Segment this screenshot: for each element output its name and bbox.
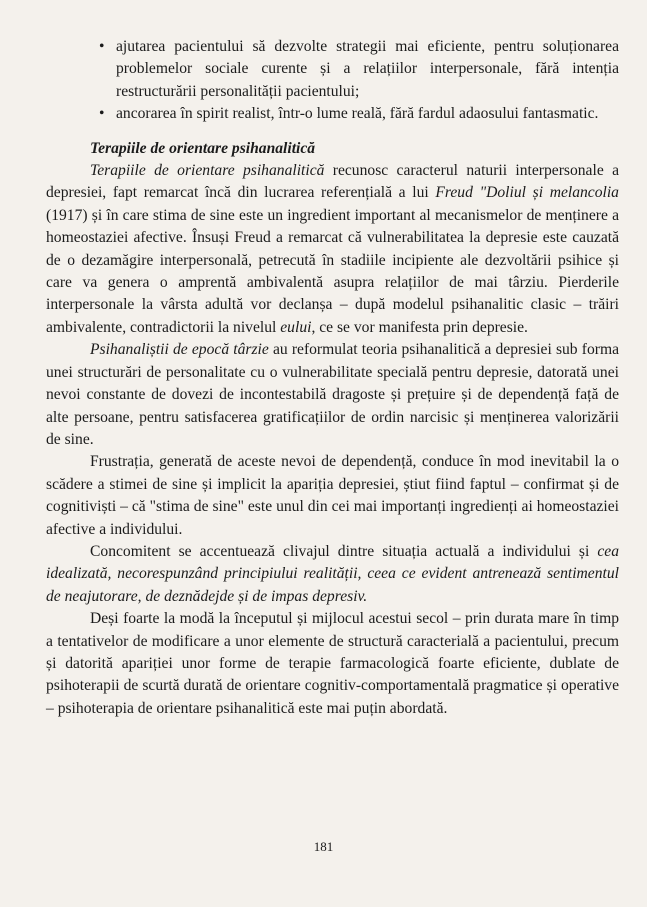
paragraph-text: recunosc caracterul naturii interpersonale a depresiei, fapt remarcat încă din lucrarea referențială a lui [46,162,620,202]
paragraph-1 [46,160,619,339]
work-title: Freud "Doliul și melancolia [435,184,619,202]
bullet-dot-icon: • [99,105,105,123]
bullet-text: ajutarea pacientului să dezvolte strategii mai eficiente, pentru soluționarea problemelor sociale curente și a relațiilor interpersonale, fără intenția restructurării personalității pacientului; [116,38,619,100]
paragraph-2 [46,339,619,451]
paragraph-text: (1917) și în care stima de sine este un ingredient important al mecanismelor de menținere a homeostaziei afective. Însuși Freud a remarcat că vulnerabilitatea la depresie este cauzată de o dezamăgire interpersonală, petrecută în stadiile incipiente ale dezvoltării psihice și care va genera o amprentă ambivalentă asupra relațiilor de mai târziu. Pierderile interpersonale la vârsta adultă vor declanșa – după modelul psihanalitic clasic – trăiri ambivalente, contradictorii la nivelul [46,206,619,336]
paragraph-text: , ce se vor manifesta prin depresie. [311,318,528,336]
bullet-item [46,36,619,103]
paragraph-lead-italic: Psihanaliștii de epocă târzie [90,341,269,359]
paragraph-3: Frustrația, generată de aceste nevoi de dependență, conduce în mod inevitabil la o scădere a stimei de sine și implicit la apariția depresiei, știut fiind faptul – confirmat și de cognitiviști – că "stima de sine" este unul din cei mai importanți ingredienți ai homeostaziei afective a individului. [46,453,619,538]
bullet-list [46,36,619,126]
page-number: 181 [313,839,334,854]
bullet-text: ancorarea în spirit realist, într-o lume reală, fără fardul adaosului fantasmatic. [116,105,599,123]
bullet-dot-icon: • [99,38,105,55]
paragraph-text: Concomitent se accentuează clivajul dintre situația actuală a individului și [90,542,598,560]
term-italic: eului [280,318,312,336]
section-heading: Terapiile de orientare psihanalitică [90,139,316,157]
bullet-item [46,103,619,125]
paragraph-5: Deși foarte la modă la începutul și mijlocul acestui secol – prin durata mare în timp a tentativelor de modificare a unor elemente de structură caracterială a pacientului, precum și datorită apariției unor forme de terapie farmacologică foarte eficiente, dublate de psihoterapii de scurtă durată de orientare cognitiv-comportamentală pragmatice și operative – psihoterapia de orientare psihanalitică este mai puțin abordată. [46,610,619,717]
paragraph-italic-text: cea idealizată, necorespunzând principiului realității, ceea ce evident antrenează sentimentul de neajutorare, de deznădejde și de impas depresiv. [46,542,619,605]
paragraph-4 [46,541,619,608]
paragraph-lead-italic: Terapiile de orientare psihanalitică [90,162,325,180]
paragraph-text: au reformulat teoria psihanalitică a depresiei sub forma unei structurări de personalitate cu o vulnerabilitate specială pentru depresie, datorată unei nevoi constante de dovezi de incontestabilă dragoste și prețuire și de dependență față de alte persoane, pentru satisfacerea gratificațiilor de ordin narcisic și menținerea valorizării de sine. [46,341,619,448]
